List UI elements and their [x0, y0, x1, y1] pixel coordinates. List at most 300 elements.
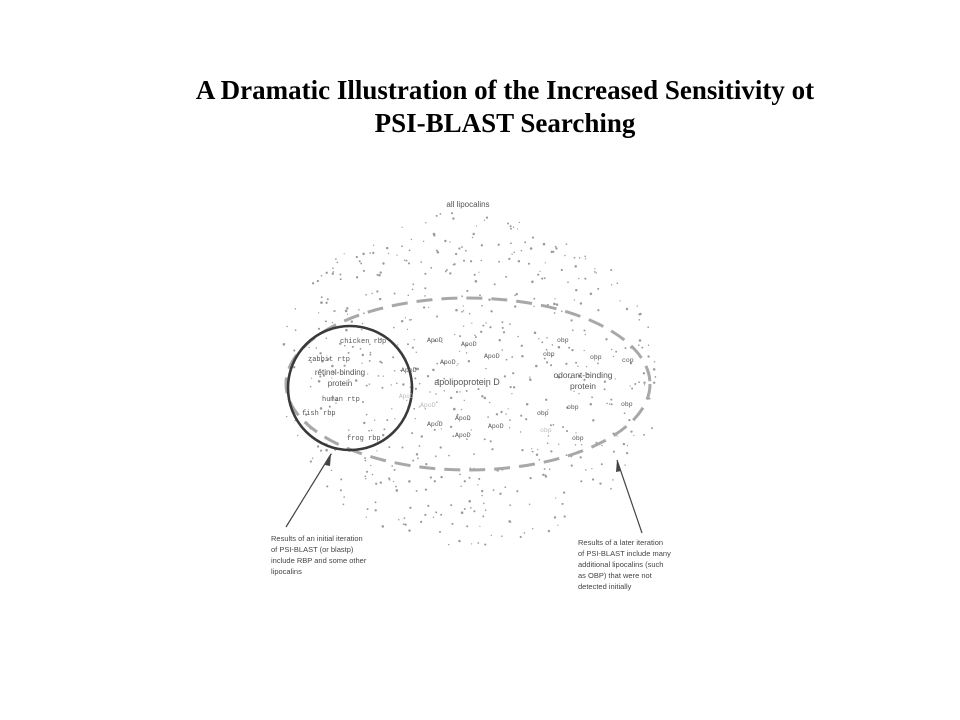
- sequence-dot: [610, 399, 612, 401]
- sequence-dot: [555, 247, 557, 249]
- sequence-dot: [378, 375, 380, 377]
- sequence-dot: [520, 536, 522, 538]
- rbp-group-label: protein: [327, 379, 353, 388]
- sequence-dot: [574, 265, 577, 268]
- sequence-dot: [647, 326, 649, 328]
- sequence-dot: [376, 274, 378, 276]
- left-arrowhead: [325, 454, 331, 466]
- sequence-dot: [463, 310, 464, 311]
- sequence-dot: [435, 393, 437, 395]
- sequence-dot: [394, 469, 396, 471]
- sequence-dot: [653, 382, 655, 384]
- sequence-dot: [509, 419, 511, 421]
- sequence-dot: [476, 225, 477, 226]
- sequence-dot: [386, 247, 388, 249]
- sequence-dot: [485, 322, 486, 323]
- sequence-dot: [456, 391, 458, 393]
- sequence-dot: [597, 309, 599, 311]
- sequence-dot: [538, 338, 539, 339]
- sequence-dot: [555, 246, 557, 248]
- sequence-dot: [571, 349, 573, 351]
- sequence-dot: [571, 319, 573, 321]
- sequence-dot: [361, 329, 362, 330]
- right-caption-line: Results of a later iteration: [578, 538, 664, 547]
- sequence-dot: [319, 352, 321, 354]
- sequence-dot: [420, 261, 422, 263]
- sequence-dot: [320, 301, 323, 304]
- sequence-dot: [329, 406, 331, 408]
- sequence-dot: [430, 476, 432, 478]
- sequence-dot: [425, 463, 427, 465]
- sequence-dot: [458, 247, 460, 249]
- sequence-dot: [481, 260, 483, 262]
- sequence-dot: [477, 484, 478, 485]
- sequence-dot: [601, 445, 603, 447]
- sequence-dot: [458, 540, 460, 542]
- sequence-dot: [461, 311, 463, 313]
- sequence-dot: [470, 260, 472, 262]
- sequence-dot: [347, 314, 348, 315]
- sequence-dot: [416, 453, 418, 455]
- sequence-dot: [524, 532, 526, 534]
- sequence-dot: [634, 383, 636, 385]
- sequence-dot: [558, 346, 561, 349]
- sequence-dot: [391, 465, 393, 467]
- sequence-dot: [348, 429, 350, 431]
- sequence-dot: [484, 397, 487, 400]
- sequence-dot: [411, 319, 412, 320]
- sequence-dot: [351, 320, 353, 322]
- right-arrowhead: [616, 460, 621, 472]
- sequence-dot: [369, 252, 371, 254]
- sequence-dot: [548, 435, 550, 437]
- sequence-dot: [597, 288, 599, 290]
- sequence-dot: [552, 344, 554, 346]
- sequence-dot: [320, 450, 322, 452]
- sequence-dot: [343, 496, 345, 498]
- sequence-dot: [511, 356, 513, 358]
- sequence-dot: [339, 274, 341, 276]
- sequence-dot: [615, 351, 617, 353]
- sequence-dot: [483, 503, 485, 505]
- sequence-dot: [579, 257, 580, 258]
- sequence-dot: [644, 384, 645, 385]
- sequence-dot: [546, 361, 548, 363]
- sequence-dot: [545, 474, 546, 475]
- sequence-dot: [382, 262, 384, 264]
- left-callout-arrow: [286, 454, 331, 527]
- sequence-dot: [506, 359, 508, 361]
- apod-item: ApoD: [455, 432, 471, 439]
- sequence-dot: [317, 445, 319, 447]
- sequence-dot: [326, 272, 328, 274]
- sequence-dot: [360, 262, 362, 264]
- sequence-dot: [585, 258, 586, 259]
- obp-item: obp: [572, 435, 584, 442]
- sequence-dot: [544, 277, 546, 279]
- sequence-dot: [365, 294, 367, 296]
- sequence-dot: [435, 511, 437, 513]
- sequence-dot: [449, 241, 450, 242]
- title-line-2: PSI-BLAST Searching: [374, 108, 636, 138]
- sequence-dot: [415, 388, 417, 390]
- sequence-dot: [638, 313, 640, 315]
- sequence-dot: [466, 352, 468, 354]
- sequence-dot: [452, 217, 454, 219]
- sequence-dot: [464, 508, 466, 510]
- sequence-dot: [535, 365, 538, 368]
- sequence-dot: [449, 272, 451, 274]
- sequence-dot: [499, 493, 501, 495]
- sequence-dot: [336, 261, 338, 263]
- sequence-dot: [456, 365, 457, 366]
- sequence-dot: [539, 271, 540, 272]
- sequence-dot: [516, 293, 518, 295]
- sequence-dot: [611, 284, 612, 285]
- sequence-dot: [550, 450, 552, 452]
- obp-item: obp: [540, 427, 552, 434]
- sequence-dot: [366, 471, 368, 473]
- left-caption-line: of PSI-BLAST (or blastp): [271, 545, 354, 554]
- sequence-dot: [393, 327, 395, 329]
- sequence-dot: [318, 312, 319, 313]
- sequence-dot: [380, 481, 382, 483]
- sequence-dot: [484, 438, 486, 440]
- sequence-dot: [475, 336, 477, 338]
- sequence-dot: [401, 245, 403, 247]
- sequence-dot: [641, 347, 643, 349]
- apod-item: ApoD: [440, 359, 456, 366]
- sequence-dot: [532, 451, 534, 453]
- sequence-dot: [312, 457, 313, 458]
- sequence-dot: [451, 212, 453, 214]
- sequence-dot: [651, 427, 653, 429]
- sequence-dot: [545, 262, 546, 263]
- sequence-dot: [616, 282, 618, 284]
- sequence-dot: [493, 489, 495, 491]
- sequence-dot: [554, 298, 555, 299]
- sequence-dot: [643, 382, 645, 384]
- sequence-dot: [283, 343, 286, 346]
- sequence-dot: [411, 239, 412, 240]
- sequence-dot: [615, 378, 616, 379]
- sequence-dot: [369, 360, 371, 362]
- sequence-dot: [352, 346, 354, 348]
- sequence-dot: [425, 488, 427, 490]
- sequence-dot: [396, 489, 399, 492]
- sequence-dot: [317, 280, 319, 282]
- sequence-dot: [590, 403, 593, 406]
- sequence-dot: [546, 337, 548, 339]
- sequence-dot: [526, 403, 529, 406]
- apod-item: ApoD: [427, 337, 443, 344]
- sequence-dot: [325, 449, 328, 452]
- sequence-dot: [440, 213, 442, 215]
- sequence-dot: [318, 328, 320, 330]
- sequence-dot: [286, 416, 287, 417]
- sequence-dot: [345, 310, 348, 313]
- sequence-dot: [468, 477, 470, 479]
- sequence-dot: [639, 319, 641, 321]
- sequence-dot: [594, 271, 596, 273]
- sequence-dot: [310, 460, 312, 462]
- sequence-dot: [480, 331, 482, 333]
- sequence-dot: [365, 478, 366, 479]
- sequence-dot: [612, 479, 614, 481]
- sequence-dot: [479, 294, 481, 296]
- sequence-dot: [521, 355, 523, 357]
- sequence-dot: [638, 344, 640, 346]
- sequence-dot: [481, 495, 483, 497]
- sequence-dot: [545, 399, 547, 401]
- sequence-dot: [490, 440, 492, 442]
- sequence-dot: [653, 368, 656, 371]
- sequence-dot: [375, 483, 377, 485]
- sequence-dot: [484, 219, 485, 220]
- sequence-dot: [610, 269, 612, 271]
- sequence-dot: [331, 365, 334, 368]
- sequence-dot: [490, 310, 492, 312]
- sequence-dot: [436, 315, 438, 317]
- sequence-dot: [520, 415, 522, 417]
- apod-item: ApoD: [461, 341, 477, 348]
- sequence-dot: [627, 445, 628, 446]
- sequence-dot: [578, 278, 579, 279]
- sequence-dot: [510, 225, 512, 227]
- sequence-dot: [565, 363, 567, 365]
- sequence-dot: [516, 490, 518, 492]
- sequence-dot: [557, 524, 558, 525]
- sequence-dot: [541, 278, 543, 280]
- sequence-dot: [335, 258, 337, 260]
- sequence-dot: [639, 339, 642, 342]
- obp-item: obp: [567, 404, 579, 411]
- sequence-dot: [368, 430, 370, 432]
- sequence-dot: [375, 501, 377, 503]
- sequence-dot: [461, 409, 462, 410]
- sequence-dot: [531, 281, 534, 284]
- sequence-dot: [356, 256, 358, 258]
- sequence-dot: [461, 246, 463, 248]
- sequence-dot: [613, 356, 614, 357]
- sequence-dot: [332, 273, 334, 275]
- sequence-dot: [412, 289, 414, 291]
- sequence-dot: [419, 383, 421, 385]
- sequence-dot: [424, 514, 426, 516]
- sequence-dot: [498, 339, 500, 341]
- sequence-dot: [486, 216, 488, 218]
- sequence-dot: [626, 308, 628, 310]
- sequence-dot: [295, 329, 297, 331]
- sequence-dot: [398, 519, 399, 520]
- sequence-dot: [375, 509, 377, 511]
- sequence-dot: [439, 531, 441, 533]
- sequence-dot: [417, 457, 419, 459]
- sequence-dot: [511, 393, 512, 394]
- sequence-dot: [394, 293, 396, 295]
- left-caption-line: include RBP and some other: [271, 556, 367, 565]
- sequence-dot: [413, 408, 415, 410]
- sequence-dot: [397, 344, 398, 345]
- sequence-dot: [503, 331, 505, 333]
- sequence-dot: [555, 497, 556, 498]
- sequence-dot: [572, 329, 574, 331]
- left-caption: [271, 534, 367, 576]
- sequence-dot: [592, 478, 594, 480]
- sequence-dot: [554, 312, 556, 314]
- sequence-dot: [464, 400, 465, 401]
- sequence-dot: [500, 411, 502, 413]
- sequence-dot: [580, 480, 582, 482]
- sequence-dot: [568, 347, 570, 349]
- sequence-dot: [440, 476, 442, 478]
- sequence-dot: [509, 504, 511, 506]
- sequence-dot: [321, 296, 323, 298]
- apod-group-label: apolipoprotein D: [434, 377, 500, 387]
- sequence-dot: [345, 329, 348, 332]
- sequence-dot: [628, 419, 630, 421]
- sequence-dot: [409, 319, 411, 321]
- sequence-dot: [638, 381, 640, 383]
- sequence-dot: [575, 362, 577, 364]
- sequence-dot: [412, 347, 414, 349]
- sequence-dot: [459, 474, 461, 476]
- sequence-dot: [371, 293, 372, 294]
- obp-item: cop: [622, 357, 634, 364]
- sequence-dot: [479, 526, 480, 527]
- sequence-dot: [466, 290, 468, 292]
- sequence-dot: [648, 345, 649, 346]
- sequence-dot: [647, 355, 649, 357]
- sequence-dot: [295, 308, 296, 309]
- sequence-dot: [464, 480, 466, 482]
- sequence-dot: [575, 432, 576, 433]
- sequence-dot: [502, 327, 504, 329]
- sequence-dot: [463, 326, 464, 327]
- sequence-dot: [414, 339, 415, 340]
- sequence-dot: [583, 329, 585, 331]
- sequence-dot: [344, 253, 345, 254]
- sequence-dot: [643, 434, 645, 436]
- sequence-dot: [533, 298, 535, 300]
- sequence-dot: [571, 465, 573, 467]
- sequence-dot: [450, 426, 452, 428]
- sequence-dot: [445, 270, 447, 272]
- sequence-dot: [343, 504, 345, 506]
- sequence-dot: [528, 263, 530, 265]
- sequence-dot: [508, 258, 510, 260]
- sequence-dot: [369, 354, 371, 356]
- sequence-dot: [494, 283, 496, 285]
- sequence-dot: [404, 517, 406, 519]
- sequence-dot: [423, 241, 424, 242]
- sequence-dot: [454, 263, 456, 265]
- sequence-dot: [364, 457, 366, 459]
- sequence-dot: [542, 474, 544, 476]
- sequence-dot: [340, 278, 342, 280]
- right-caption: [578, 538, 671, 591]
- sequence-dot: [596, 272, 597, 273]
- sequence-dot: [286, 326, 287, 327]
- sequence-dot: [441, 428, 442, 429]
- left-caption-line: Results of an initial iteration: [271, 534, 363, 543]
- sequence-dot: [594, 268, 595, 269]
- sequence-dot: [512, 372, 514, 374]
- sequence-dot: [529, 477, 531, 479]
- sequence-dot: [455, 253, 457, 255]
- sequence-dot: [391, 384, 392, 385]
- sequence-dot: [577, 365, 579, 367]
- sequence-dot: [332, 267, 334, 269]
- apod-item: ApoD: [427, 421, 443, 428]
- sequence-dot: [391, 408, 392, 409]
- sequence-dot: [561, 310, 563, 312]
- sequence-dot: [592, 419, 594, 421]
- sequence-dot: [471, 429, 472, 430]
- sequence-dot: [380, 271, 382, 273]
- sequence-dot: [382, 525, 385, 528]
- sequence-dot: [440, 514, 442, 516]
- sequence-dot: [591, 468, 592, 469]
- sequence-dot: [550, 364, 552, 366]
- sequence-dot: [416, 490, 418, 492]
- sequence-dot: [498, 261, 500, 263]
- sequence-dot: [333, 271, 334, 272]
- sequence-dot: [432, 369, 435, 372]
- sequence-dot: [424, 287, 426, 289]
- sequence-dot: [409, 249, 411, 251]
- sequence-dot: [481, 395, 483, 397]
- sequence-dot: [601, 463, 603, 465]
- sequence-dot: [609, 403, 611, 405]
- sequence-dot: [471, 322, 472, 323]
- sequence-dot: [564, 515, 566, 517]
- sequence-dot: [358, 309, 360, 311]
- sequence-dot: [366, 414, 368, 416]
- sequence-dot: [376, 450, 377, 451]
- sequence-dot: [599, 482, 601, 484]
- sequence-dot: [392, 356, 394, 358]
- sequence-dot: [566, 454, 568, 456]
- obp-item: obp: [537, 410, 549, 417]
- sequence-dot: [371, 430, 373, 432]
- sequence-dot: [416, 352, 417, 353]
- right-caption-line: as OBP) that were not: [578, 571, 652, 580]
- sequence-dot: [591, 396, 593, 398]
- sequence-dot: [460, 486, 461, 487]
- sequence-dot: [472, 237, 473, 238]
- sequence-dot: [386, 419, 388, 421]
- sequence-dot: [293, 349, 295, 351]
- apod-item: ApoD: [484, 353, 500, 360]
- sequence-dot: [563, 491, 565, 493]
- sequence-dot: [482, 325, 484, 327]
- sequence-dot: [430, 267, 432, 269]
- sequence-dot: [473, 510, 475, 512]
- sequence-dot: [584, 255, 586, 257]
- sequence-dot: [363, 312, 365, 314]
- sequence-dot: [420, 521, 422, 523]
- sequence-dot: [408, 529, 410, 531]
- sequence-dot: [434, 429, 436, 431]
- sequence-dot: [459, 391, 460, 392]
- sequence-dot: [433, 233, 436, 236]
- sequence-dot: [553, 303, 556, 306]
- sequence-dot: [436, 250, 438, 252]
- obp-item: obp: [557, 337, 569, 344]
- sequence-dot: [423, 306, 425, 308]
- sequence-dot: [436, 215, 438, 217]
